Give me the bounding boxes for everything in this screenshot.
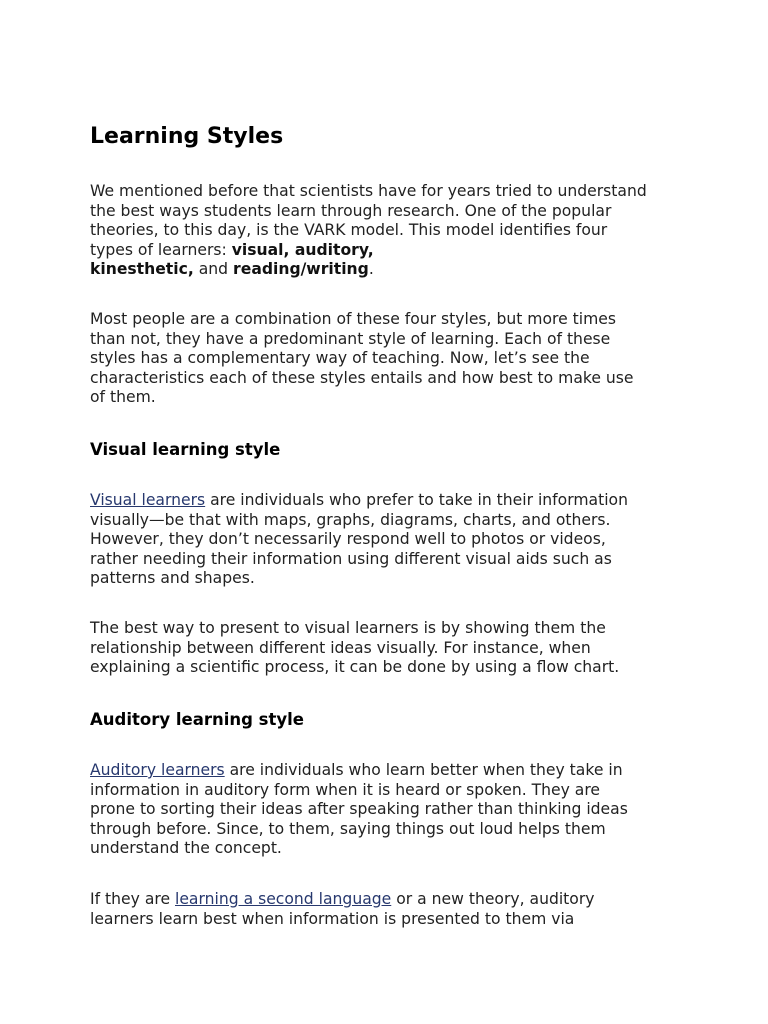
bold-term: visual, auditory, bbox=[231, 240, 374, 259]
text-line: the best ways students learn through research. One of the popular bbox=[90, 201, 612, 220]
text-line: rather needing their information using different visual aids such as bbox=[90, 549, 612, 568]
text-span: or a new theory, auditory bbox=[391, 890, 595, 908]
text-line: understand the concept. bbox=[90, 839, 282, 858]
text-line: visually—be that with maps, graphs, diagrams, charts, and others. bbox=[90, 510, 611, 529]
text-line: patterns and shapes. bbox=[90, 569, 255, 588]
auditory-heading: Auditory learning style bbox=[90, 710, 304, 729]
text-line: characteristics each of these styles entails and how best to make use bbox=[90, 368, 634, 387]
text-span: are individuals who prefer to take in their information bbox=[205, 491, 628, 509]
text-line: information in auditory form when it is heard or spoken. They are bbox=[90, 780, 601, 799]
text-span: types of learners: bbox=[90, 240, 232, 259]
text-line: relationship between different ideas visually. For instance, when bbox=[90, 638, 591, 657]
text-span: . bbox=[368, 260, 374, 279]
text-line: of them. bbox=[90, 388, 156, 407]
second-language-link[interactable]: learning a second language bbox=[175, 890, 392, 908]
text-span: If they are bbox=[90, 890, 175, 908]
text-line: learners learn best when information is presented to them via bbox=[90, 909, 575, 928]
text-line bbox=[90, 241, 680, 261]
intro-paragraph bbox=[90, 182, 680, 280]
visual-learners-link[interactable]: Visual learners bbox=[90, 491, 206, 509]
text-line: However, they don’t necessarily respond well to photos or videos, bbox=[90, 530, 606, 549]
text-span: and bbox=[193, 260, 234, 279]
visual-heading: Visual learning style bbox=[90, 440, 281, 459]
auditory-learners-paragraph bbox=[90, 761, 680, 859]
combination-paragraph bbox=[90, 310, 680, 408]
bold-term: kinesthetic, bbox=[90, 260, 194, 279]
text-line: Most people are a combination of these four styles, but more times bbox=[90, 310, 617, 328]
text-line: theories, to this day, is the VARK model. This model identifies four bbox=[90, 221, 608, 240]
text-line: prone to sorting their ideas after speaking rather than thinking ideas bbox=[90, 800, 628, 819]
text-line: We mentioned before that scientists have for years tried to understand bbox=[90, 182, 647, 200]
page-title: Learning Styles bbox=[90, 124, 284, 149]
text-line: styles has a complementary way of teaching. Now, let’s see the bbox=[90, 349, 590, 368]
second-language-paragraph bbox=[90, 890, 680, 929]
auditory-learners-link[interactable]: Auditory learners bbox=[90, 761, 225, 779]
text-line: than not, they have a predominant style of learning. Each of these bbox=[90, 329, 611, 348]
text-line bbox=[90, 260, 680, 280]
text-line bbox=[90, 491, 680, 511]
text-line: The best way to present to visual learners is by showing them the bbox=[90, 619, 606, 637]
text-span: are individuals who learn better when they take in bbox=[224, 761, 623, 779]
text-line bbox=[90, 890, 680, 910]
text-line: explaining a scientific process, it can be done by using a flow chart. bbox=[90, 658, 620, 677]
text-line bbox=[90, 761, 680, 781]
bold-term: reading/writing bbox=[233, 260, 369, 279]
text-line: through before. Since, to them, saying things out loud helps them bbox=[90, 819, 606, 838]
visual-presentation-paragraph bbox=[90, 619, 680, 678]
visual-learners-paragraph bbox=[90, 491, 680, 589]
